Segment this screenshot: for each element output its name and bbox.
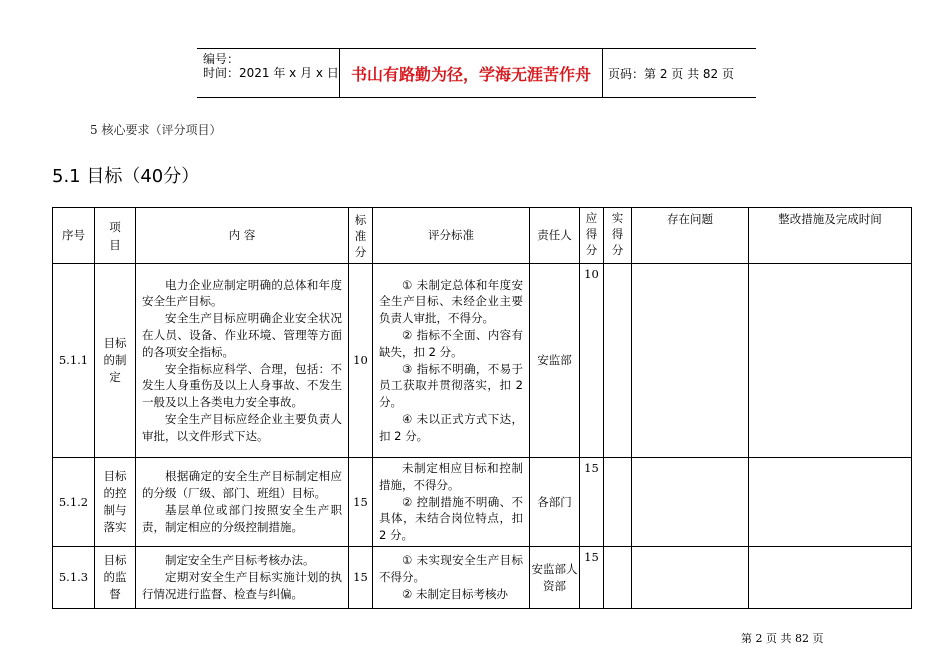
row-content — [136, 458, 349, 547]
header-meta — [197, 49, 339, 97]
document-header — [197, 48, 756, 98]
row-issues[interactable] — [632, 264, 749, 458]
table-row — [53, 458, 912, 547]
row-no: 5.1.2 — [53, 458, 95, 547]
row-item: 目标的制定 — [95, 264, 136, 458]
row-criteria — [373, 264, 530, 458]
section-title: 5.1 目标（40分） — [52, 166, 200, 187]
row-rectify[interactable] — [749, 547, 912, 609]
header-actual-score: 实得分 — [604, 208, 632, 264]
row-responsible: 各部门 — [530, 458, 580, 547]
row-item: 目标的控制与落实 — [95, 458, 136, 547]
header-should-score: 应得分 — [580, 208, 604, 264]
row-std-score: 10 — [349, 264, 373, 458]
row-std-score: 15 — [349, 547, 373, 609]
table-header-row — [53, 208, 912, 264]
row-responsible: 安监部人资部 — [530, 547, 580, 609]
criteria-line: ② 指标不全面、内容有缺失，扣 2 分。 — [379, 327, 523, 359]
row-content — [136, 264, 349, 458]
row-actual-score[interactable] — [604, 547, 632, 609]
number-label: 编号： — [203, 52, 240, 66]
content-line: 安全指标应科学、合理，包括：不发生人身重伤及以上人身事故、不发生一般及以上各类电力安全事故。 — [142, 361, 342, 410]
row-criteria — [373, 458, 530, 547]
page-footer: 第 2 页 共 82 页 — [741, 632, 824, 645]
content-line: 制定安全生产目标考核办法。 — [165, 553, 315, 568]
row-item: 目标的监督 — [95, 547, 136, 609]
row-rectify[interactable] — [749, 264, 912, 458]
time-label: 时间：2021 年 x 月 x 日 — [203, 66, 339, 80]
row-no: 5.1.3 — [53, 547, 95, 609]
row-issues[interactable] — [632, 458, 749, 547]
criteria-line: 未制定相应目标和控制措施，不得分。 — [379, 461, 523, 492]
header-page-info: 页码：第 2 页 共 82 页 — [608, 66, 734, 81]
header-std-score: 标准分 — [349, 208, 373, 264]
content-line: 定期对安全生产目标实施计划的执行情况进行监督、检查与纠偏。 — [142, 570, 342, 601]
criteria-line: ④ 未以正式方式下达，扣 2 分。 — [379, 411, 523, 443]
section-note: 5 核心要求（评分项目） — [90, 123, 222, 137]
criteria-line: ③ 指标不明确，不易于员工获取并贯彻落实，扣 2 分。 — [379, 361, 523, 410]
row-should-score: 15 — [580, 458, 604, 547]
header-criteria: 评分标准 — [373, 208, 530, 264]
row-no: 5.1.1 — [53, 264, 95, 458]
content-line: 安全生产目标应明确企业安全状况在人员、设备、作业环境、管理等方面的各项安全指标。 — [142, 311, 342, 359]
row-std-score: 15 — [349, 458, 373, 547]
header-issues: 存在问题 — [632, 208, 749, 264]
header-no: 序号 — [53, 208, 95, 264]
row-criteria — [373, 547, 530, 609]
content-line: 电力企业应制定明确的总体和年度安全生产目标。 — [142, 277, 342, 309]
header-responsible: 责任人 — [530, 208, 580, 264]
header-motto: 书山有路勤为径，学海无涯苦作舟 — [339, 49, 603, 97]
criteria-line: ① 未制定总体和年度安全生产目标、未经企业主要负责人审批，不得分。 — [379, 277, 523, 326]
criteria-line: ② 控制措施不明确、不具体，未结合岗位特点，扣 2 分。 — [379, 494, 523, 543]
content-line: 基层单位或部门按照安全生产职责，制定相应的分级控制措施。 — [142, 503, 342, 534]
header-item: 项目 — [95, 208, 136, 264]
row-actual-score[interactable] — [604, 458, 632, 547]
content-line: 根据确定的安全生产目标制定相应的分级（厂级、部门、班组）目标。 — [142, 469, 342, 501]
criteria-line: ① 未实现安全生产目标不得分。 — [379, 553, 523, 585]
criteria-line: ② 未制定目标考核办 — [402, 586, 508, 601]
table-row — [53, 264, 912, 458]
scoring-table — [52, 207, 912, 609]
row-should-score: 10 — [580, 264, 604, 458]
header-content: 内 容 — [136, 208, 349, 264]
row-actual-score[interactable] — [604, 264, 632, 458]
row-should-score: 15 — [580, 547, 604, 609]
content-line: 安全生产目标应经企业主要负责人审批，以文件形式下达。 — [142, 411, 342, 443]
row-responsible: 安监部 — [530, 264, 580, 458]
row-content — [136, 547, 349, 609]
row-issues[interactable] — [632, 547, 749, 609]
row-rectify[interactable] — [749, 458, 912, 547]
header-rectify: 整改措施及完成时间 — [749, 208, 912, 264]
table-row — [53, 547, 912, 609]
